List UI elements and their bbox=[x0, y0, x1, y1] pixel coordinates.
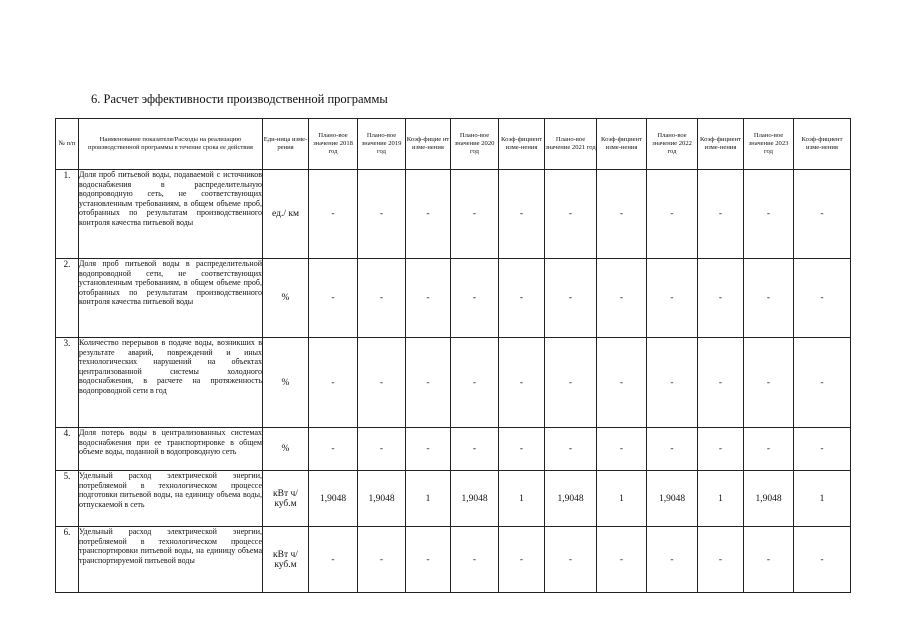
row-value: - bbox=[647, 259, 698, 338]
row-value: - bbox=[545, 338, 597, 428]
row-number: 4. bbox=[56, 428, 79, 471]
row-unit: % bbox=[263, 338, 309, 428]
row-unit: кВт ч/куб.м bbox=[263, 471, 309, 527]
header-plan-2021: Плано-вое значение 2021 год bbox=[545, 119, 597, 170]
row-value: - bbox=[358, 170, 406, 259]
table-body bbox=[56, 170, 851, 593]
row-indicator-name: Удельный расход электрической энергии, потребляемой в технологическом процессе транспортировки питьевой воды, на единицу объема транспортируемой питьевой воды bbox=[79, 527, 262, 565]
row-value: - bbox=[451, 259, 499, 338]
row-indicator-name: Доля потерь воды в централизованных системах водоснабжения при ее транспортировке в общем объеме воды, поданной в водопроводную сеть bbox=[79, 428, 262, 457]
row-value: - bbox=[406, 527, 451, 593]
row-value: - bbox=[451, 428, 499, 471]
header-plan-2023: Плано-вое значение 2023 год bbox=[744, 119, 794, 170]
row-indicator-cell bbox=[79, 471, 263, 527]
row-indicator-cell bbox=[79, 428, 263, 471]
row-indicator-cell bbox=[79, 170, 263, 259]
row-value: - bbox=[309, 170, 358, 259]
row-value: - bbox=[545, 428, 597, 471]
row-value: - bbox=[794, 428, 851, 471]
row-value: 1 bbox=[597, 471, 647, 527]
row-indicator-name: Доля проб питьевой воды, подаваемой с источников водоснабжения в распределительную водопроводную сеть, не соответствующих установленным требованиям, в общем объеме проб, отобранных по результатам производственного контроля качества питьевой воды bbox=[79, 170, 262, 227]
row-number: 6. bbox=[56, 527, 79, 593]
row-value: - bbox=[597, 527, 647, 593]
page-heading: 6. Расчет эффективности производственной программы bbox=[91, 92, 388, 106]
row-value: - bbox=[358, 259, 406, 338]
row-value: 1 bbox=[499, 471, 545, 527]
row-number: 1. bbox=[56, 170, 79, 259]
row-value: - bbox=[309, 338, 358, 428]
row-value: - bbox=[744, 527, 794, 593]
row-value: - bbox=[698, 527, 744, 593]
header-coef-2022: Коэф-фициент изме-нения bbox=[698, 119, 744, 170]
row-value: - bbox=[499, 527, 545, 593]
row-value: - bbox=[597, 428, 647, 471]
row-value: - bbox=[406, 428, 451, 471]
row-value: - bbox=[309, 527, 358, 593]
row-indicator-cell bbox=[79, 338, 263, 428]
row-value: - bbox=[499, 338, 545, 428]
row-value: 1,9048 bbox=[647, 471, 698, 527]
row-value: - bbox=[358, 527, 406, 593]
row-value: - bbox=[647, 170, 698, 259]
row-value: - bbox=[744, 170, 794, 259]
row-value: 1,9048 bbox=[309, 471, 358, 527]
row-value: - bbox=[358, 338, 406, 428]
row-value: - bbox=[794, 527, 851, 593]
header-unit: Еди-ница изме-рения bbox=[263, 119, 309, 170]
row-value: - bbox=[744, 428, 794, 471]
row-value: 1 bbox=[406, 471, 451, 527]
row-value: 1 bbox=[794, 471, 851, 527]
row-value: 1,9048 bbox=[744, 471, 794, 527]
row-unit: кВт ч/куб.м bbox=[263, 527, 309, 593]
header-coef-2023: Коэф-фициент изме-нения bbox=[794, 119, 851, 170]
header-plan-2022: Плано-вое значение 2022 год bbox=[647, 119, 698, 170]
row-value: - bbox=[406, 259, 451, 338]
row-indicator-name: Количество перерывов в подаче воды, возникших в результате аварий, повреждений и иных технологических нарушений на объектах централизованной системы холодного водоснабжения, в расчете на протяженность водопроводной сети в год bbox=[79, 338, 262, 395]
row-value: - bbox=[545, 170, 597, 259]
row-value: - bbox=[744, 259, 794, 338]
row-value: 1,9048 bbox=[358, 471, 406, 527]
header-plan-2020: Плано-вое значение 2020 год bbox=[451, 119, 499, 170]
efficiency-table bbox=[55, 118, 851, 593]
row-value: - bbox=[499, 170, 545, 259]
row-value: 1 bbox=[698, 471, 744, 527]
row-value: - bbox=[794, 259, 851, 338]
row-value: - bbox=[406, 170, 451, 259]
row-value: - bbox=[647, 338, 698, 428]
row-value: - bbox=[309, 259, 358, 338]
row-unit: ед./ км bbox=[263, 170, 309, 259]
row-number: 3. bbox=[56, 338, 79, 428]
row-value: - bbox=[406, 338, 451, 428]
row-value: - bbox=[309, 428, 358, 471]
row-value: - bbox=[597, 338, 647, 428]
header-plan-2018: Плано-вое значение 2018 год bbox=[309, 119, 358, 170]
row-value: - bbox=[451, 170, 499, 259]
table-row bbox=[56, 527, 851, 593]
table-row bbox=[56, 170, 851, 259]
row-value: - bbox=[698, 338, 744, 428]
header-coef-2019: Коэф-фицие нт изме-нения bbox=[406, 119, 451, 170]
table-row bbox=[56, 259, 851, 338]
row-indicator-name: Удельный расход электрической энергии, потребляемой в технологическом процессе подготовки питьевой воды, на единицу объема воды, отпускаемой в сеть bbox=[79, 471, 262, 509]
row-number: 5. bbox=[56, 471, 79, 527]
row-value: - bbox=[698, 259, 744, 338]
row-value: - bbox=[499, 428, 545, 471]
row-value: - bbox=[545, 527, 597, 593]
row-value: - bbox=[358, 428, 406, 471]
row-number: 2. bbox=[56, 259, 79, 338]
table-row bbox=[56, 428, 851, 471]
row-value: - bbox=[794, 338, 851, 428]
row-value: - bbox=[597, 170, 647, 259]
row-unit: % bbox=[263, 428, 309, 471]
row-value: - bbox=[698, 170, 744, 259]
row-value: 1,9048 bbox=[545, 471, 597, 527]
header-plan-2019: Плано-вое значение 2019 год bbox=[358, 119, 406, 170]
row-value: - bbox=[451, 527, 499, 593]
header-num: № п/п bbox=[56, 119, 79, 170]
row-value: - bbox=[647, 428, 698, 471]
row-value: - bbox=[499, 259, 545, 338]
row-value: - bbox=[545, 259, 597, 338]
row-indicator-cell bbox=[79, 527, 263, 593]
row-value: - bbox=[451, 338, 499, 428]
header-coef-2020: Коэф-фициент изме-нения bbox=[499, 119, 545, 170]
header-indicator-name: Наименование показателя/Расходы на реализацию производственной программы в течение срока ее действия bbox=[79, 119, 263, 170]
table-header-row bbox=[56, 119, 851, 170]
table-row bbox=[56, 338, 851, 428]
row-value: - bbox=[698, 428, 744, 471]
table-row bbox=[56, 471, 851, 527]
row-unit: % bbox=[263, 259, 309, 338]
row-value: - bbox=[647, 527, 698, 593]
header-coef-2021: Коэф-фициент изме-нения bbox=[597, 119, 647, 170]
row-value: - bbox=[794, 170, 851, 259]
row-indicator-name: Доля проб питьевой воды в распределительной водопроводной сети, не соответствующих установленным требованиям, в общем объеме проб, отобранных по результатам производственного контроля качества питьевой воды bbox=[79, 259, 262, 307]
row-indicator-cell bbox=[79, 259, 263, 338]
row-value: 1,9048 bbox=[451, 471, 499, 527]
row-value: - bbox=[744, 338, 794, 428]
row-value: - bbox=[597, 259, 647, 338]
